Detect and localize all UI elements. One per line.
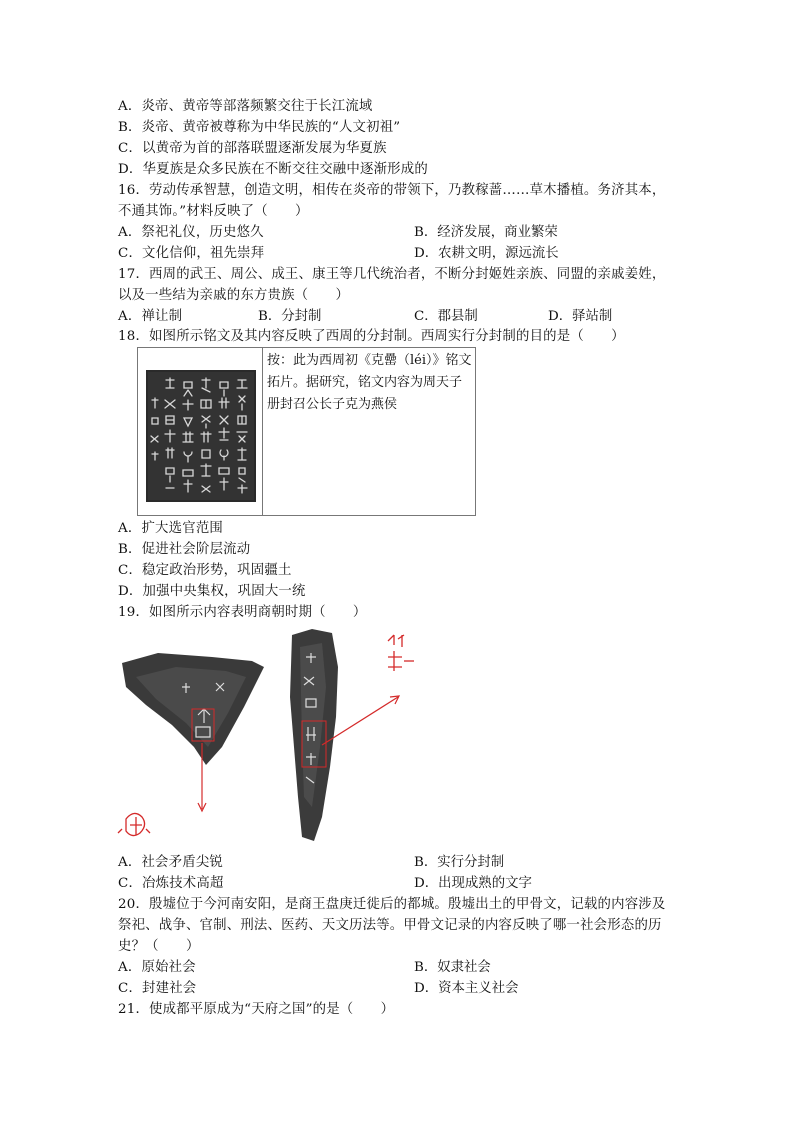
q15-option-d: D．华夏族是众多民族在不断交往交融中逐渐形成的 [118,162,428,177]
q17-option-c: C．郡县制 [414,309,478,324]
table-divider [262,348,263,515]
q20-option-c: C．封建社会 [118,981,197,996]
q19-option-a: A．社会矛盾尖锐 [118,855,224,870]
q18-option-a: A．扩大选官范围 [118,521,224,536]
q17-option-d: D．驿站制 [548,309,613,324]
q18-option-d: D．加强中央集权，巩固大一统 [118,584,306,599]
q18-inscription-note: 按：此为西周初《克罍（léi）》铭文拓片。据研究，铭文内容为周天子册封召公长子克为燕侯 [267,353,472,412]
q15-option-b: B．炎帝、黄帝被尊称为中华民族的“人文初祖” [118,120,401,135]
q20-stem-line-2: 祭祀、战争、官制、刑法、医药、天文历法等。甲骨文记录的内容反映了哪一社会形态的历 [118,918,662,933]
q19-option-c: C．冶炼技术高超 [118,876,224,891]
q19-option-b: B．实行分封制 [414,855,505,870]
q16-stem-line-2: 不通其饰。”材料反映了（ ） [118,204,309,219]
q16-option-d: D．农耕文明，源远流长 [414,246,559,261]
q18-option-c: C．稳定政治形势，巩固疆土 [118,563,292,578]
q16-option-b: B．经济发展，商业繁荣 [414,225,558,240]
q18-option-b: B．促进社会阶层流动 [118,542,251,557]
q19-stem: 19．如图所示内容表明商朝时期（ ） [118,605,367,620]
q16-stem-line-1: 16．劳动传承智慧，创造文明，相传在炎帝的带领下，乃教稼蔷……草木播植。务济其本， [118,183,666,198]
q18-stem: 18．如图所示铭文及其内容反映了西周的分封制。西周实行分封制的目的是（ ） [118,329,625,344]
q17-option-a: A．禅让制 [118,309,183,324]
q20-stem-line-1: 20．殷墟位于今河南安阳，是商王盘庚迁徙后的都城。殷墟出土的甲骨文，记载的内容涉及 [118,897,666,912]
q20-stem-line-3: 史？（ ） [118,939,200,954]
q20-option-d: D．资本主义社会 [414,981,519,996]
q15-option-c: C．以黄帝为首的部落联盟逐渐发展为华夏族 [118,141,387,156]
q21-stem: 21．使成都平原成为“天府之国”的是（ ） [118,1002,395,1017]
q18-figure-table [137,347,476,516]
q15-option-a: A．炎帝、黄帝等部落频繁交往于长江流域 [118,99,373,114]
q17-stem-line-2: 以及一些结为亲戚的东方贵族（ ） [118,288,350,303]
q16-option-c: C．文化信仰，祖先崇拜 [118,246,265,261]
q20-option-b: B．奴隶社会 [414,960,491,975]
q19-option-d: D．出现成熟的文字 [414,876,532,891]
q16-option-a: A．祭祀礼仪，历史悠久 [118,225,264,240]
q20-option-a: A．原始社会 [118,960,196,975]
bronze-inscription-rubbing-image [146,370,256,502]
oracle-bone-figure [116,627,476,845]
q17-option-b: B．分封制 [258,309,322,324]
q17-stem-line-1: 17．西周的武王、周公、成王、康王等几代统治者，不断分封姬姓亲族、同盟的亲戚姜姓， [118,267,666,282]
